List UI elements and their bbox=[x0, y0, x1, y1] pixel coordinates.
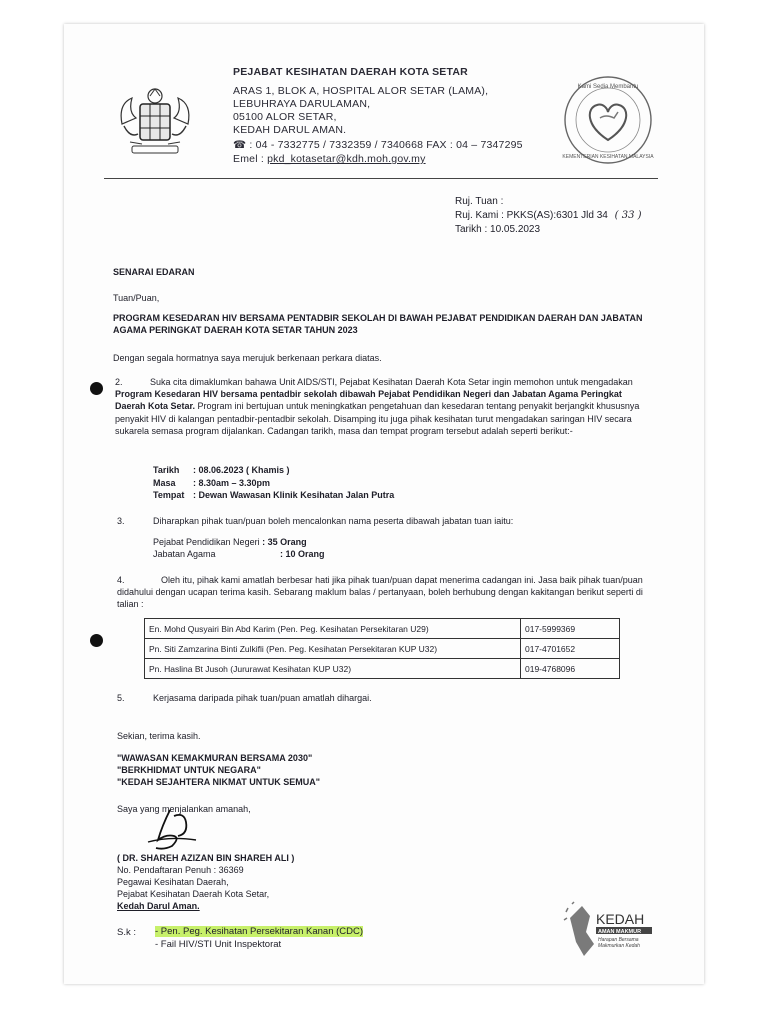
address-line-3: 05100 ALOR SETAR, bbox=[233, 111, 337, 123]
signatory-state: Kedah Darul Aman. bbox=[117, 901, 200, 911]
ref-tarikh: Tarikh : 10.05.2023 bbox=[455, 224, 541, 235]
para-2-rest: Program ini bertujuan untuk meningkatkan pengetahuan dan kesedaran tentang penyakit berjangkit khususnya penyakit HIV di kalangan pentadbir-pentadbir sekolah. Disamping itu juga pihak kesihatan turut mengadakan saringan HIV secara sukarela semasa program dijalankan. Cadangan tarikh, masa dan tempat program tersebut adalah seperti berikut:- bbox=[115, 401, 640, 436]
punch-hole-bottom bbox=[90, 634, 103, 647]
participant-label: Pejabat Pendidikan Negeri bbox=[153, 537, 260, 547]
email-link[interactable]: pkd_kotasetar@kdh.moh.gov.my bbox=[267, 153, 426, 165]
cc-label: S.k : bbox=[117, 927, 137, 938]
table-row bbox=[145, 639, 620, 659]
contact-name: Pn. Siti Zamzarina Binti Zulkifli (Pen. Peg. Kesihatan Persekitaran KUP U32) bbox=[145, 639, 521, 659]
contact-phone: 017-4701652 bbox=[521, 639, 620, 659]
contact-phone: 017-5999369 bbox=[521, 619, 620, 639]
moh-logo-top-text: Kami Sedia Membantu bbox=[577, 84, 639, 90]
jata-negara-crest-icon bbox=[112, 84, 198, 160]
address-line-2: LEBUHRAYA DARULAMAN, bbox=[233, 98, 371, 110]
signatory-office: Pejabat Kesihatan Daerah Kota Setar, bbox=[117, 889, 270, 899]
kedah-aman-makmur-logo-icon bbox=[560, 898, 680, 962]
slogan-2: "BERKHIDMAT UNTUK NEGARA" bbox=[117, 765, 261, 775]
organization-name bbox=[233, 66, 468, 79]
ref-handwritten-number: ( 33 ) bbox=[614, 210, 642, 221]
salutation: Tuan/Puan, bbox=[113, 293, 160, 303]
para-4-number: 4. bbox=[117, 575, 125, 585]
contact-name: Pn. Haslina Bt Jusoh (Jururawat Kesihatan KUP U32) bbox=[145, 659, 521, 679]
para-3-number: 3. bbox=[117, 516, 125, 526]
email-label: Emel : bbox=[233, 153, 264, 165]
handwritten-signature bbox=[140, 806, 210, 856]
cc-item-2: - Fail HIV/STI Unit Inspektorat bbox=[155, 939, 282, 950]
address-line-1: ARAS 1, BLOK A, HOSPITAL ALOR SETAR (LAMA), bbox=[233, 85, 489, 97]
slogan-3: "KEDAH SEJAHTERA NIKMAT UNTUK SEMUA" bbox=[117, 777, 321, 787]
para-5-text: Kerjasama daripada pihak tuan/puan amatlah dihargai. bbox=[153, 693, 372, 703]
closing-line: Sekian, terima kasih. bbox=[117, 731, 201, 741]
event-venue bbox=[153, 489, 394, 501]
para-2-lead: Suka cita dimaklumkan bahawa Unit AIDS/STI, Pejabat Kesihatan Daerah Kota Setar ingin memohon untuk mengadakan bbox=[150, 377, 633, 387]
ref-ruj-tuan: Ruj. Tuan : bbox=[455, 196, 504, 207]
participant-count: : 35 Orang bbox=[262, 537, 307, 547]
trust-line: Saya yang menjalankan amanah, bbox=[117, 804, 251, 814]
table-row bbox=[145, 619, 620, 639]
moh-kkm-logo-icon bbox=[562, 74, 654, 166]
email-line bbox=[233, 153, 426, 166]
signatory-registration: No. Pendaftaran Penuh : 36369 bbox=[117, 865, 244, 875]
participant-count: : 10 Orang bbox=[280, 549, 325, 559]
kedah-logo-tagline-2: Makmurkan Kedah bbox=[598, 943, 640, 949]
para-5-number: 5. bbox=[117, 693, 125, 703]
para-2 bbox=[115, 376, 653, 437]
subject-line-2: AGAMA PERINGKAT DAERAH KOTA SETAR TAHUN 2023 bbox=[113, 325, 358, 335]
distribution-heading: SENARAI EDARAN bbox=[113, 267, 195, 277]
organization-title: PEJABAT KESIHATAN DAERAH KOTA SETAR bbox=[233, 66, 468, 78]
signatory-title: Pegawai Kesihatan Daerah, bbox=[117, 877, 229, 887]
para-4: Oleh itu, pihak kami amatlah berbesar hati jika pihak tuan/puan dapat menerima cadangan ini. Jasa baik pihak tuan/puan didahului dengan ucapan terima kasih. Sebarang maklum balas / pertanyaan, boleh berhubung dengan kakitangan berikut seperti di talian : bbox=[117, 575, 643, 610]
kedah-logo-banner: AMAN MAKMUR bbox=[598, 929, 642, 935]
event-date-label: Tarikh bbox=[153, 465, 180, 475]
para-3-text: Diharapkan pihak tuan/puan boleh mencalonkan nama peserta dibawah jabatan tuan iaitu: bbox=[153, 516, 514, 526]
moh-logo-bottom-text: KEMENTERIAN KESIHATAN MALAYSIA bbox=[562, 154, 654, 160]
contact-phone: 019-4768096 bbox=[521, 659, 620, 679]
cc-item-1-text: - Pen. Peg. Kesihatan Persekitaran Kanan (CDC) bbox=[155, 926, 364, 937]
table-row bbox=[145, 659, 620, 679]
participant-row-2 bbox=[153, 548, 325, 560]
para-2-program-name: Program Kesedaran HIV bersama pentadbir sekolah dibawah Pejabat Pendidikan Negeri dan Jabatan Agama Peringkat Daerah Kota Setar. bbox=[115, 389, 622, 412]
cc-item-1 bbox=[155, 925, 363, 938]
punch-hole-top bbox=[90, 382, 103, 395]
para-2-number: 2. bbox=[115, 377, 123, 387]
event-date bbox=[153, 464, 290, 476]
signatory-name: ( DR. SHAREH AZIZAN BIN SHAREH ALI ) bbox=[117, 853, 295, 863]
contact-table bbox=[144, 618, 620, 679]
event-time bbox=[153, 477, 270, 489]
participant-row-1 bbox=[153, 536, 307, 548]
ref-ruj-kami-text: Ruj. Kami : PKKS(AS):6301 Jld 34 bbox=[455, 210, 608, 221]
kedah-logo-title: KEDAH bbox=[596, 911, 645, 927]
event-date-value: : 08.06.2023 ( Khamis ) bbox=[193, 465, 290, 475]
phone-fax-line: ☎ : 04 - 7332775 / 7332359 / 7340668 FAX : 04 – 7347295 bbox=[233, 139, 523, 151]
participant-label: Jabatan Agama bbox=[153, 549, 216, 559]
opening-line: Dengan segala hormatnya saya merujuk berkenaan perkara diatas. bbox=[113, 353, 382, 363]
event-time-label: Masa bbox=[153, 478, 176, 488]
kedah-logo-tagline-1: Harapan Bersama bbox=[598, 937, 639, 943]
header-divider bbox=[104, 178, 658, 179]
event-venue-label: Tempat bbox=[153, 490, 185, 500]
contact-name: En. Mohd Qusyairi Bin Abd Karim (Pen. Peg. Kesihatan Persekitaran U29) bbox=[145, 619, 521, 639]
event-venue-value: : Dewan Wawasan Klinik Kesihatan Jalan Putra bbox=[193, 490, 395, 500]
address-line-4: KEDAH DARUL AMAN. bbox=[233, 124, 347, 136]
ref-ruj-kami bbox=[455, 210, 642, 222]
event-time-value: : 8.30am – 3.30pm bbox=[193, 478, 271, 488]
slogan-1: "WAWASAN KEMAKMURAN BERSAMA 2030" bbox=[117, 753, 313, 763]
subject-line-1: PROGRAM KESEDARAN HIV BERSAMA PENTADBIR SEKOLAH DI BAWAH PEJABAT PENDIDIKAN DAERAH DAN JABATAN bbox=[113, 313, 643, 323]
